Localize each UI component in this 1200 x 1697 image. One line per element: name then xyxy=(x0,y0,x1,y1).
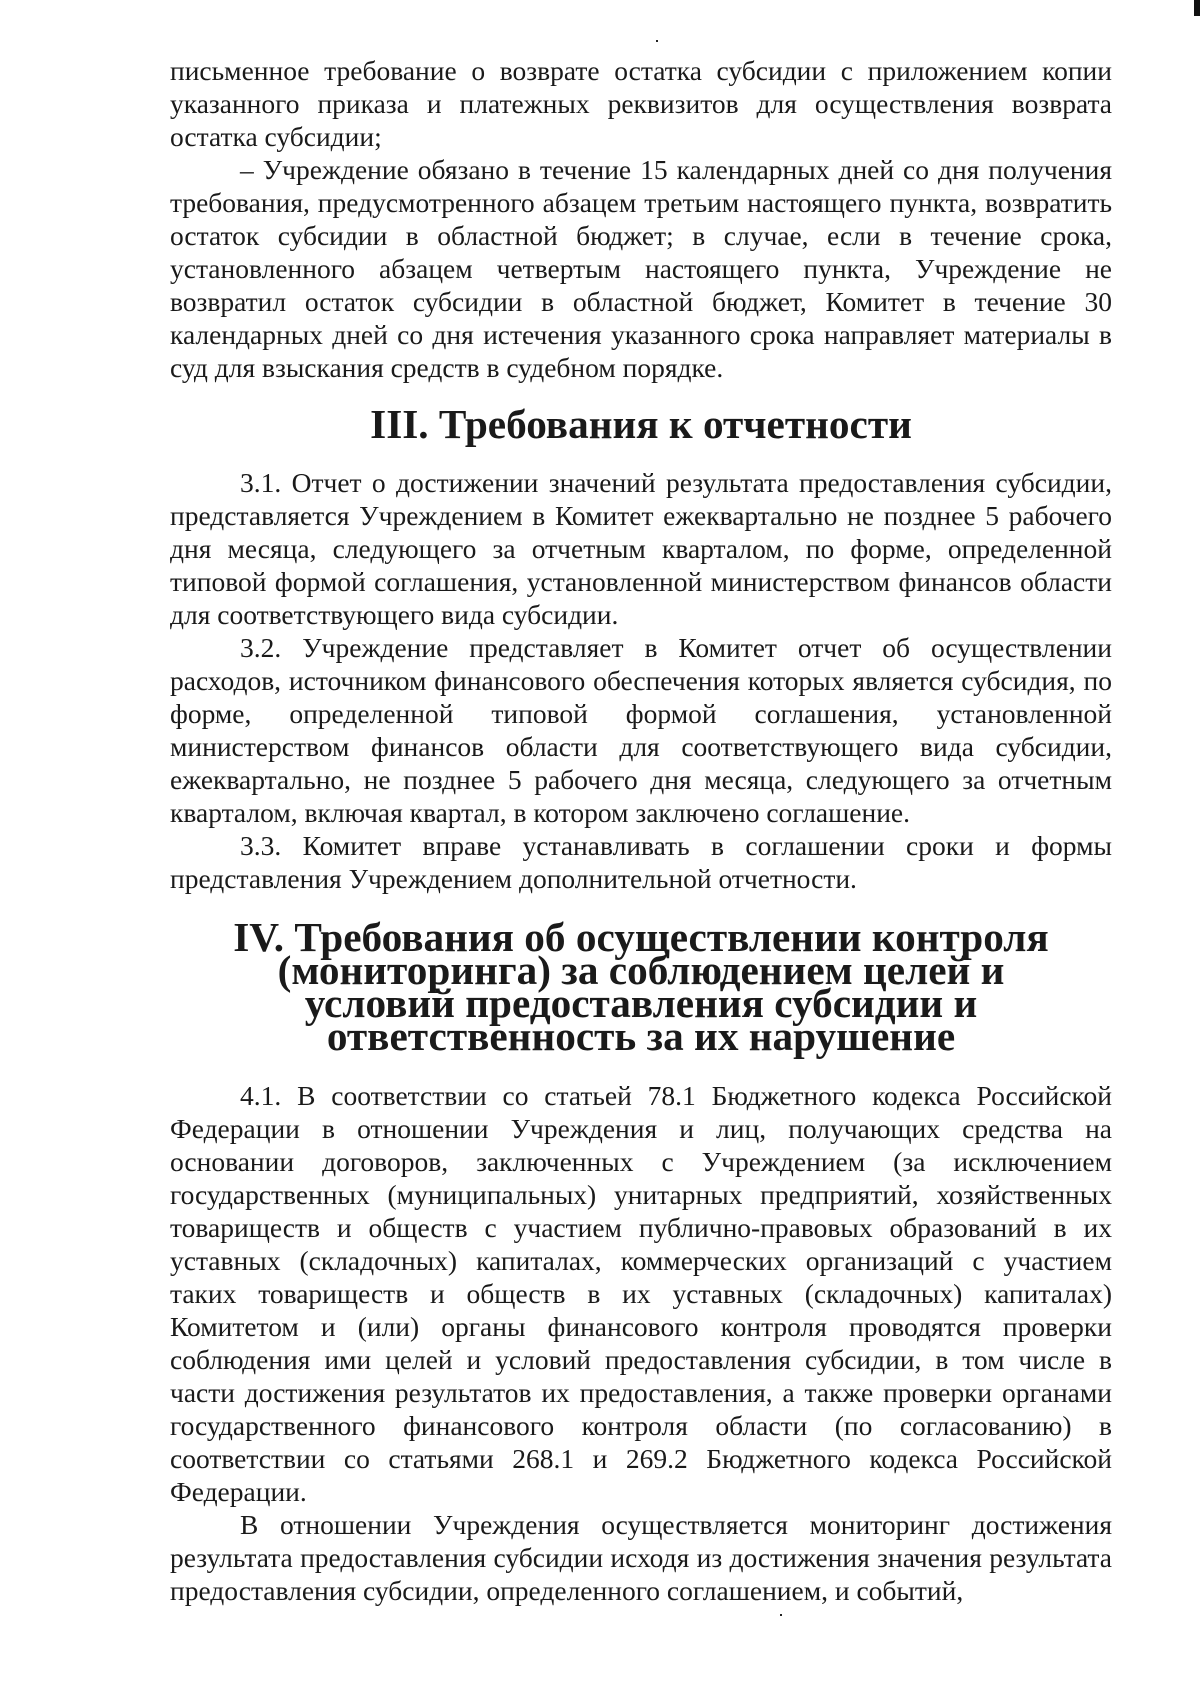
scan-speck xyxy=(780,1614,782,1616)
paragraph-3-2: 3.2. Учреждение представляет в Комитет отчет об осуществлении расходов, источником финансового обеспечения которых является субсидия, по форме, определенной типовой формой соглашения, установленной министерством финансов области для соответствующего вида субсидии, ежеквартально, не позднее 5 рабочего дня месяца, следующего за отчетным кварталом, включая квартал, в котором заключено соглашение. xyxy=(170,632,1112,828)
document-body xyxy=(170,54,1112,1607)
paragraph-continuation: письменное требование о возврате остатка субсидии с приложением копии указанного приказа и платежных реквизитов для осуществления возврата остатка субсидии; xyxy=(170,55,1112,152)
section-3-heading: III. Требования к отчетности xyxy=(370,401,912,447)
paragraph-3-1: 3.1. Отчет о достижении значений результата предоставления субсидии, представляется Учреждением в Комитет ежеквартально не позднее 5 рабочего дня месяца, следующего за отчетным кварталом, по форме, определенной типовой формой соглашения, установленной министерством финансов области для соответствующего вида субсидии. xyxy=(170,467,1112,630)
scan-speck xyxy=(656,40,658,42)
paragraph-monitoring: В отношении Учреждения осуществляется мониторинг достижения результата предоставления субсидии исходя из достижения значения результата предоставления субсидии, определенного соглашением, и событий, xyxy=(170,1509,1112,1606)
paragraph-3-3: 3.3. Комитет вправе устанавливать в соглашении сроки и формы представления Учреждением дополнительной отчетности. xyxy=(170,830,1112,894)
paragraph-return-obligation: – Учреждение обязано в течение 15 календарных дней со дня получения требования, предусмотренного абзацем третьим настоящего пункта, возвратить остаток субсидии в областной бюджет; в случае, если в течение срока, установленного абзацем четвертым настоящего пункта, Учреждение не возвратил остаток субсидии в областной бюджет, Комитет в течение 30 календарных дней со дня истечения указанного срока направляет материалы в суд для взыскания средств в судебном порядке. xyxy=(170,154,1112,383)
scan-edge-mark xyxy=(1194,0,1200,16)
section-4-heading: IV. Требования об осуществлении контроля (мониторинга) за соблюдением целей и условий предоставления субсидии и ответственность за их нарушение xyxy=(233,914,1049,1059)
paragraph-4-1: 4.1. В соответствии со статьей 78.1 Бюджетного кодекса Российской Федерации в отношении Учреждения и лиц, получающих средства на основании договоров, заключенных с Учреждением (за исключением государственных (муниципальных) унитарных предприятий, хозяйственных товариществ и обществ с участием публично-правовых образований в их уставных (складочных) капиталах, коммерческих организаций с участием таких товариществ и обществ в их уставных (складочных) капиталах) Комитетом и (или) органы финансового контроля проводятся проверки соблюдения ими целей и условий предоставления субсидии, в том числе в части достижения результатов их предоставления, а также проверки органами государственного финансового контроля области (по согласованию) в соответствии со статьями 268.1 и 269.2 Бюджетного кодекса Российской Федерации. xyxy=(170,1080,1112,1507)
